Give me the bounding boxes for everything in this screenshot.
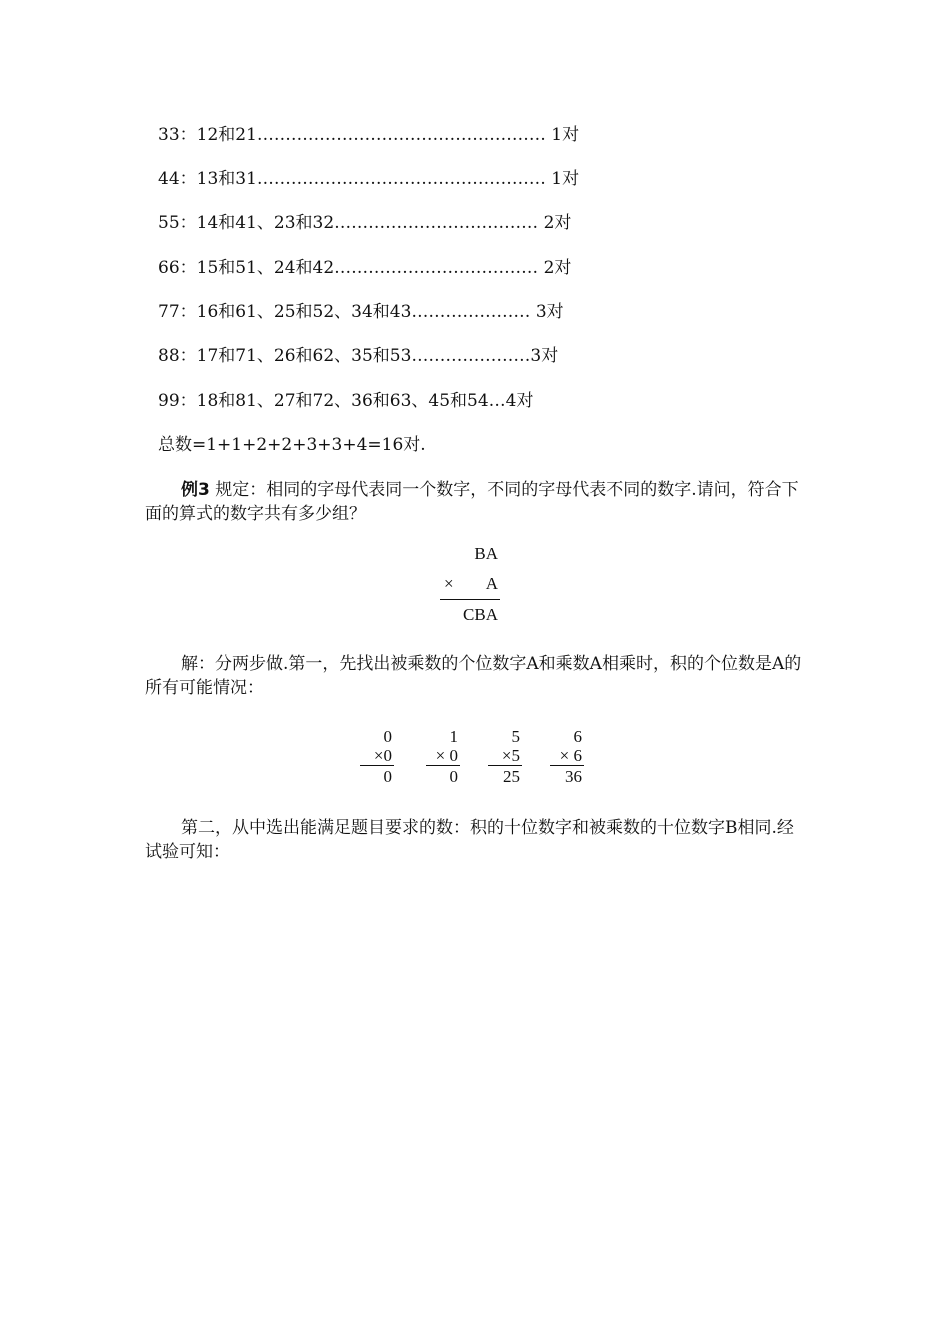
case-rule: [550, 765, 584, 766]
pair-count-line: 88：17和71、26和62、35和53…………………3对: [158, 346, 559, 366]
case-rule: [426, 765, 460, 766]
solution-paragraph: 解：分两步做.第一，先找出被乘数的个位数字A和乘数A相乘时，积的个位数是A的所有可能情况：: [145, 654, 802, 698]
step-two-paragraph: 第二，从中选出能满足题目要求的数：积的十位数字和被乘数的十位数字B相同.经试验可知：: [145, 818, 794, 862]
example-paragraph: [145, 478, 805, 526]
pair-count-line: 55：14和41、23和32……………………………… 2对: [158, 213, 572, 233]
pair-count-line: 66：15和51、24和42……………………………… 2对: [158, 258, 572, 278]
case-mult: × 0: [435, 746, 458, 765]
pair-count-line: 44：13和31…………………………………………… 1对: [158, 169, 580, 189]
case-top: 6: [573, 727, 582, 746]
pair-count-line: 77：16和61、25和52、34和43………………… 3对: [158, 302, 564, 322]
case-result: 36: [565, 767, 582, 786]
pair-count-line: 33：12和21…………………………………………… 1对: [158, 125, 580, 145]
case-top: 0: [383, 727, 392, 746]
formula-multiplier: A: [485, 574, 498, 593]
case-mult: ×5: [501, 746, 520, 765]
case-top: 5: [511, 727, 520, 746]
case-mult: ×0: [373, 746, 392, 765]
case-mult: × 6: [559, 746, 582, 765]
case-result: 25: [503, 767, 520, 786]
example-text: 规定：相同的字母代表同一个数字，不同的字母代表不同的数字.请问，符合下面的算式的数字共有多少组？: [145, 480, 799, 524]
example-label: 例3: [181, 480, 210, 500]
case-rule: [488, 765, 522, 766]
total-line: 总数=1+1+2+2+3+3+4=16对.: [158, 435, 426, 455]
case-result: 0: [383, 767, 392, 786]
case-formula: [418, 728, 462, 788]
pair-count-line: 99：18和81、27和72、36和63、45和54…4对: [158, 391, 534, 411]
case-formula: [352, 728, 396, 788]
case-formula: [542, 728, 586, 788]
case-rule: [360, 765, 394, 766]
case-result: 0: [449, 767, 458, 786]
case-top: 1: [449, 727, 458, 746]
formula-rule: [440, 599, 500, 600]
formula-multiplicand: BA: [474, 544, 498, 563]
main-formula: [440, 540, 510, 630]
formula-product: CBA: [463, 605, 498, 624]
formula-operator: ×: [444, 574, 454, 593]
case-formula: [480, 728, 524, 788]
